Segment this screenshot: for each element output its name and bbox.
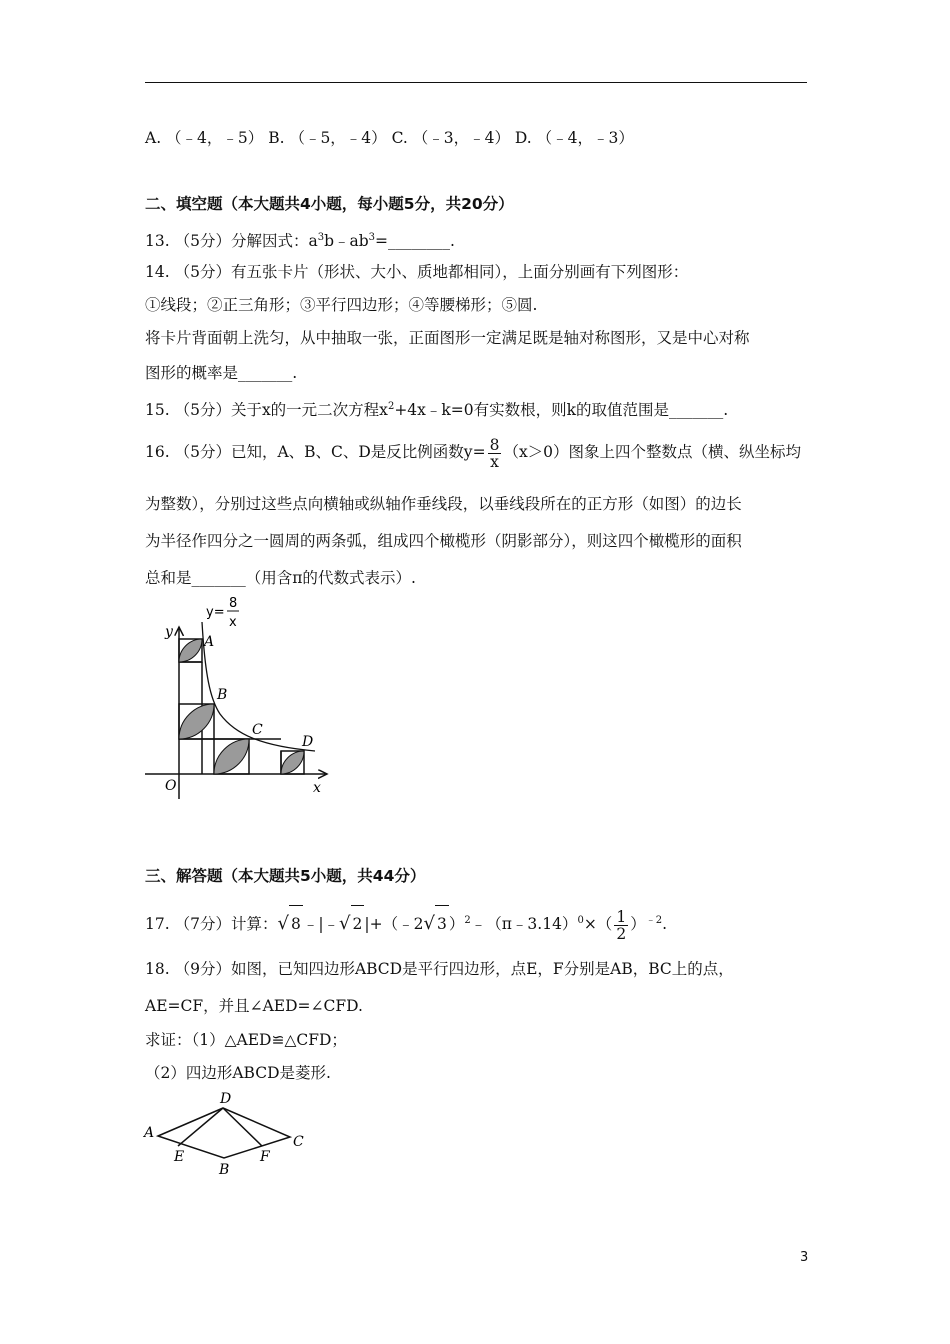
q16-suffix: （x＞0）图象上四个整数点（横、纵坐标均	[503, 443, 802, 461]
segment-df	[223, 1108, 262, 1146]
section2-title: 二、填空题（本大题共4小题，每小题5分，共20分）	[145, 195, 514, 213]
q17-mid1: ﹣|﹣	[302, 915, 340, 934]
q15	[145, 397, 728, 420]
q13	[145, 228, 455, 251]
q17-mid4: ﹣（π﹣3.14）	[470, 915, 578, 934]
figure-rhombus	[140, 1090, 320, 1180]
label-x: x	[313, 780, 321, 796]
q17-sqrt2: 2	[351, 905, 365, 942]
q16-line4: 总和是_______（用含π的代数式表示）.	[145, 569, 416, 587]
q14-line4: 图形的概率是_______.	[145, 364, 298, 382]
q14-line1: 14. （5分）有五张卡片（形状、大小、质地都相同），上面分别画有下列图形：	[145, 263, 689, 281]
sqrt-sign: √	[277, 913, 289, 935]
func-label-prefix: y=	[206, 605, 225, 620]
q15-prefix: 15. （5分）关于x的一元二次方程x	[145, 401, 388, 420]
q17-frac-num: 1	[616, 907, 627, 926]
q17-mid3: ）	[448, 915, 465, 934]
q18-line4: （2）四边形ABCD是菱形.	[145, 1064, 331, 1082]
q17-sqrt8: 8	[289, 905, 303, 942]
q17-prefix: 17. （7分）计算：	[145, 915, 278, 934]
q15-suffix: +4x﹣k=0有实数根，则k的取值范围是_______.	[394, 401, 729, 420]
q13-mid: b﹣ab	[324, 232, 369, 251]
label-d: D	[220, 1091, 232, 1107]
func-label-den: x	[229, 615, 237, 630]
q14-line2: ①线段；②正三角形；③平行四边形；④等腰梯形；⑤圆.	[145, 296, 538, 314]
sqrt-sign: √	[423, 913, 435, 935]
label-d: D	[302, 734, 314, 750]
olive-c	[214, 739, 249, 774]
q17-fraction	[614, 909, 628, 942]
q17-mid6: ）	[630, 915, 646, 934]
olive-d	[281, 751, 304, 774]
q17-mid2: |+（﹣2	[364, 915, 424, 934]
label-a: A	[204, 634, 215, 650]
label-b: B	[219, 1162, 230, 1178]
q17-exp2: 2	[464, 915, 471, 926]
header-rule	[145, 82, 807, 83]
q16-fraction	[488, 437, 502, 470]
q17-frac-den: 2	[616, 924, 627, 943]
q18-line1: 18. （9分）如图，已知四边形ABCD是平行四边形，点E，F分别是AB，BC上的点，	[145, 960, 734, 978]
q17-sqrt3: 3	[435, 905, 449, 942]
q13-exp1: 3	[317, 232, 325, 243]
q16-line1	[145, 434, 801, 470]
q13-exp2: 3	[368, 232, 376, 243]
label-c: C	[293, 1134, 304, 1150]
q16-prefix: 16. （5分）已知，A、B、C、D是反比例函数y=	[145, 443, 486, 461]
q13-suffix: =________.	[375, 232, 455, 251]
sqrt-sign: √	[339, 913, 351, 935]
q18-line2: AE=CF，并且∠AED=∠CFD.	[145, 997, 363, 1015]
q17	[145, 903, 667, 942]
q18-line3: 求证：（1）△AED≌△CFD；	[145, 1031, 347, 1049]
q17-expneg2: ﹣2	[645, 915, 663, 926]
olive-b	[179, 704, 214, 739]
q17-end: .	[662, 915, 668, 934]
func-label-num: 8	[229, 596, 238, 611]
q16-frac-num: 8	[489, 435, 500, 454]
segment-de	[178, 1108, 223, 1146]
q14-line3: 将卡片背面朝上洗匀，从中抽取一张，正面图形一定满足既是轴对称图形，又是中心对称	[145, 329, 750, 347]
q16-frac-den: x	[490, 452, 499, 471]
page-number: 3	[800, 1250, 809, 1265]
label-origin: O	[165, 778, 177, 794]
q16-line2: 为整数），分别过这些点向横轴或纵轴作垂线段，以垂线段所在的正方形（如图）的边长	[145, 495, 742, 513]
label-a: A	[144, 1125, 155, 1141]
olive-a	[179, 639, 202, 662]
figure-reciprocal-function	[140, 594, 340, 799]
label-b: B	[217, 687, 228, 703]
q13-prefix: 13. （5分）分解因式：a	[145, 232, 318, 251]
section3-title: 三、解答题（本大题共5小题，共44分）	[145, 867, 426, 885]
q17-mid5: ×（	[583, 915, 613, 934]
label-e: E	[174, 1149, 185, 1165]
label-f: F	[260, 1149, 270, 1165]
q17-exp0: 0	[577, 915, 584, 926]
q16-line3: 为半径作四分之一圆周的两条弧，组成四个橄榄形（阴影部分），则这四个橄榄形的面积	[145, 532, 742, 550]
label-y: y	[165, 624, 173, 640]
q15-exp: 2	[387, 401, 395, 412]
q12-options: A. （﹣4，﹣5） B. （﹣5，﹣4） C. （﹣3，﹣4） D. （﹣4，﹣3）	[145, 129, 634, 147]
label-c: C	[252, 722, 263, 738]
